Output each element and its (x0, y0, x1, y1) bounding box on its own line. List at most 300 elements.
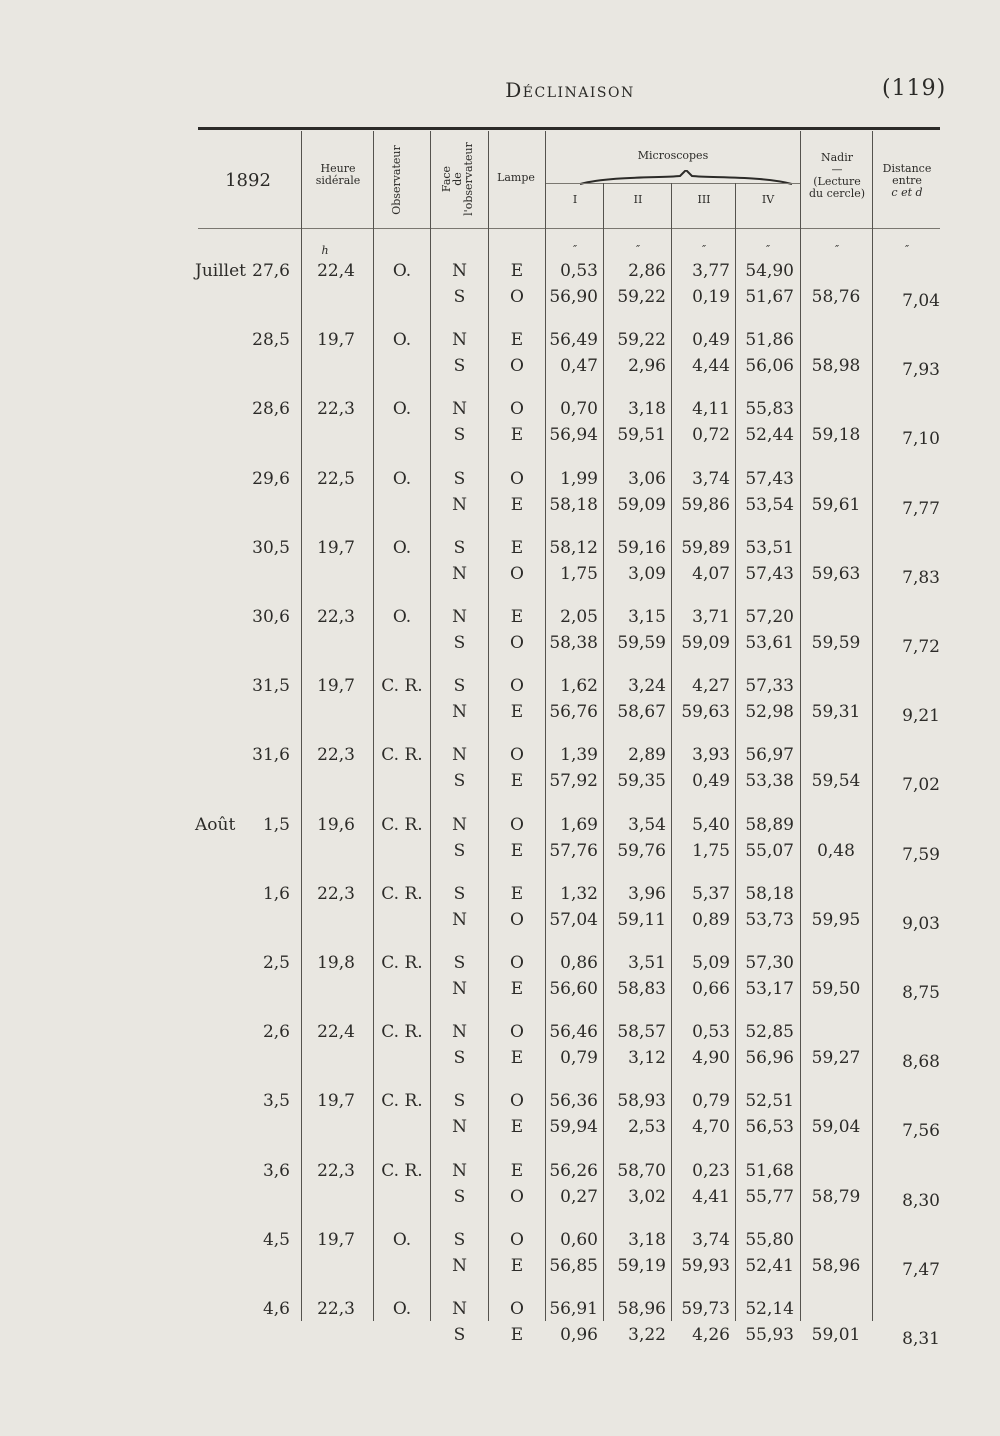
distance-cell: 8,75 (902, 983, 940, 1003)
micro-ii-cell: 58,57 (617, 1022, 666, 1042)
micro-ii-cell: 3,12 (628, 1048, 666, 1068)
face-cell: S (453, 425, 466, 445)
micro-iv-cell: 57,20 (745, 607, 794, 627)
micro-ii-cell: 2,53 (628, 1117, 666, 1137)
header-nadir (802, 152, 872, 200)
micro-iv-cell: 53,54 (745, 495, 794, 515)
header-distance-line2: entre (892, 174, 922, 187)
face-cell: N (452, 745, 467, 765)
face-cell: N (452, 1022, 467, 1042)
nadir-cell: 58,76 (811, 287, 861, 307)
micro-i-cell: 56,94 (549, 425, 598, 445)
micro-ii-cell: 58,83 (617, 979, 666, 999)
nadir-cell: 59,61 (811, 495, 861, 515)
header-face-line1: Face (440, 165, 453, 193)
micro-i-cell: 56,49 (549, 330, 598, 350)
micro-ii-cell: 59,51 (617, 425, 666, 445)
face-cell: S (453, 1187, 466, 1207)
lampe-cell: E (510, 884, 524, 904)
micro-iii-cell: 3,74 (692, 469, 730, 489)
micro-ii-cell: 59,09 (617, 495, 666, 515)
micro-ii-cell: 3,54 (628, 815, 666, 835)
lampe-cell: E (510, 1256, 524, 1276)
micro-iii-cell: 59,86 (681, 495, 730, 515)
header-distance-line3: c et d (891, 186, 923, 199)
face-cell: S (453, 633, 466, 653)
distance-cell: 7,59 (902, 845, 940, 865)
date-cell: 2,5 (262, 953, 290, 973)
nadir-cell: 59,50 (811, 979, 861, 999)
micro-ii-cell: 58,93 (617, 1091, 666, 1111)
unit-distance: ″ (904, 243, 910, 256)
micro-iii-cell: 0,79 (692, 1091, 730, 1111)
micro-iv-cell: 56,53 (745, 1117, 794, 1137)
observateur-cell: O. (392, 330, 412, 350)
micro-iv-cell: 57,43 (745, 564, 794, 584)
face-cell: N (452, 1299, 467, 1319)
micro-iv-cell: 53,51 (745, 538, 794, 558)
nadir-cell: 59,27 (811, 1048, 861, 1068)
column-rule (800, 131, 801, 1321)
micro-ii-cell: 3,06 (628, 469, 666, 489)
micro-iii-cell: 4,07 (692, 564, 730, 584)
micro-i-cell: 0,70 (560, 399, 598, 419)
micro-iii-cell: 0,89 (692, 910, 730, 930)
micro-iv-cell: 53,17 (745, 979, 794, 999)
micro-i-cell: 56,26 (549, 1161, 598, 1181)
lampe-cell: O (510, 1299, 524, 1319)
date-cell: 31,5 (252, 676, 290, 696)
micro-i-cell: 56,36 (549, 1091, 598, 1111)
heure-cell: 19,6 (317, 815, 355, 835)
date-cell: 1,5 (262, 815, 290, 835)
lampe-cell: O (510, 1230, 524, 1250)
heure-cell: 22,3 (317, 607, 355, 627)
lampe-cell: O (510, 356, 524, 376)
header-heure-line2: sidérale (315, 174, 361, 187)
micro-i-cell: 1,75 (560, 564, 598, 584)
nadir-cell: 59,18 (811, 425, 861, 445)
face-cell: S (453, 953, 466, 973)
micro-ii-cell: 3,24 (628, 676, 666, 696)
date-cell: 30,6 (252, 607, 290, 627)
header-bottom-rule (198, 228, 940, 229)
micro-iv-cell: 54,90 (745, 261, 794, 281)
lampe-cell: E (510, 1325, 524, 1345)
lampe-cell: O (510, 633, 524, 653)
face-cell: S (453, 538, 466, 558)
observateur-cell: C. R. (381, 1161, 423, 1181)
nadir-cell: 59,04 (811, 1117, 861, 1137)
micro-iii-cell: 5,37 (692, 884, 730, 904)
micro-iv-cell: 52,98 (745, 702, 794, 722)
lampe-cell: E (510, 330, 524, 350)
micro-ii-cell: 59,35 (617, 771, 666, 791)
lampe-cell: E (510, 425, 524, 445)
micro-ii-cell: 59,11 (617, 910, 666, 930)
micro-iii-cell: 4,70 (692, 1117, 730, 1137)
micro-iii-cell: 1,75 (692, 841, 730, 861)
heure-cell: 19,7 (317, 330, 355, 350)
observateur-cell: O. (392, 1299, 412, 1319)
micro-iii-cell: 59,93 (681, 1256, 730, 1276)
distance-cell: 7,04 (902, 291, 940, 311)
micro-i-cell: 56,60 (549, 979, 598, 999)
face-cell: S (453, 1048, 466, 1068)
micro-iv-cell: 53,61 (745, 633, 794, 653)
micro-ii-cell: 3,18 (628, 399, 666, 419)
heure-cell: 19,7 (317, 1230, 355, 1250)
micro-ii-cell: 59,22 (617, 330, 666, 350)
face-cell: S (453, 771, 466, 791)
header-microscopes: Microscopes (637, 149, 709, 162)
micro-i-cell: 0,79 (560, 1048, 598, 1068)
observateur-cell: C. R. (381, 745, 423, 765)
lampe-cell: O (510, 287, 524, 307)
micro-iii-cell: 4,90 (692, 1048, 730, 1068)
face-cell: S (453, 884, 466, 904)
micro-ii-cell: 59,76 (617, 841, 666, 861)
heure-cell: 22,3 (317, 884, 355, 904)
distance-cell: 7,83 (902, 568, 940, 588)
date-cell: 2,6 (262, 1022, 290, 1042)
header-nadir-line3: du cercle) (808, 187, 866, 200)
lampe-cell: E (510, 702, 524, 722)
distance-cell: 9,03 (902, 914, 940, 934)
distance-cell: 7,56 (902, 1121, 940, 1141)
header-micro-iv: IV (761, 193, 775, 206)
heure-cell: 19,7 (317, 676, 355, 696)
micro-iii-cell: 4,26 (692, 1325, 730, 1345)
unit-micro-iii: ″ (701, 243, 707, 256)
lampe-cell: E (510, 607, 524, 627)
date-cell: 1,6 (262, 884, 290, 904)
micro-ii-cell: 58,70 (617, 1161, 666, 1181)
distance-cell: 8,31 (902, 1329, 940, 1349)
micro-i-cell: 1,99 (560, 469, 598, 489)
header-heure-line1: Heure (320, 162, 356, 175)
nadir-cell: 58,79 (811, 1187, 861, 1207)
header-distance (874, 163, 940, 199)
micro-ii-cell: 2,86 (628, 261, 666, 281)
unit-micro-iv: ″ (765, 243, 771, 256)
lampe-cell: O (510, 676, 524, 696)
micro-i-cell: 56,90 (549, 287, 598, 307)
micro-ii-cell: 3,18 (628, 1230, 666, 1250)
header-nadir-line2: (Lecture (813, 175, 861, 188)
face-cell: N (452, 607, 467, 627)
micro-iv-cell: 52,41 (745, 1256, 794, 1276)
micro-iii-cell: 3,93 (692, 745, 730, 765)
lampe-cell: E (510, 261, 524, 281)
micro-iii-cell: 0,19 (692, 287, 730, 307)
micro-iii-cell: 59,89 (681, 538, 730, 558)
micro-iv-cell: 52,44 (745, 425, 794, 445)
date-cell: 27,6 (252, 261, 290, 281)
nadir-cell: 58,98 (811, 356, 861, 376)
micro-iii-cell: 0,49 (692, 771, 730, 791)
micro-iii-cell: 3,74 (692, 1230, 730, 1250)
micro-ii-cell: 3,15 (628, 607, 666, 627)
header-face (441, 134, 479, 224)
lampe-cell: E (510, 495, 524, 515)
face-cell: S (453, 1325, 466, 1345)
micro-iii-cell: 4,44 (692, 356, 730, 376)
top-rule (198, 127, 940, 130)
lampe-cell: E (510, 538, 524, 558)
column-rule (545, 131, 546, 1321)
micro-i-cell: 1,39 (560, 745, 598, 765)
column-rule (301, 131, 302, 1321)
heure-cell: 22,4 (317, 1022, 355, 1042)
micro-ii-cell: 3,09 (628, 564, 666, 584)
micro-iv-cell: 57,33 (745, 676, 794, 696)
micro-ii-cell: 3,02 (628, 1187, 666, 1207)
face-cell: S (453, 1091, 466, 1111)
micro-iii-cell: 3,77 (692, 261, 730, 281)
face-cell: N (452, 495, 467, 515)
observateur-cell: C. R. (381, 1091, 423, 1111)
micro-iii-cell: 4,27 (692, 676, 730, 696)
date-cell: 4,6 (262, 1299, 290, 1319)
unit-micro-i: ″ (572, 243, 578, 256)
column-rule (430, 131, 431, 1321)
header-observateur: Observateur (390, 145, 403, 215)
micro-iv-cell: 51,67 (745, 287, 794, 307)
header-nadir-line1: Nadir (820, 151, 853, 164)
header-year: 1892 (225, 170, 271, 191)
micro-iii-cell: 59,09 (681, 633, 730, 653)
micro-ii-cell: 2,96 (628, 356, 666, 376)
micro-iii-cell: 59,63 (681, 702, 730, 722)
observateur-cell: O. (392, 399, 412, 419)
micro-iv-cell: 55,07 (745, 841, 794, 861)
micro-i-cell: 0,96 (560, 1325, 598, 1345)
face-cell: S (453, 287, 466, 307)
distance-cell: 7,02 (902, 775, 940, 795)
observateur-cell: C. R. (381, 676, 423, 696)
micro-ii-cell: 59,59 (617, 633, 666, 653)
unit-micro-ii: ″ (635, 243, 641, 256)
micro-iv-cell: 57,43 (745, 469, 794, 489)
micro-iii-cell: 4,41 (692, 1187, 730, 1207)
date-cell: 3,5 (262, 1091, 290, 1111)
micro-iv-cell: 55,93 (745, 1325, 794, 1345)
micro-ii-cell: 2,89 (628, 745, 666, 765)
lampe-cell: O (510, 815, 524, 835)
micro-iv-cell: 55,80 (745, 1230, 794, 1250)
micro-ii-cell: 3,22 (628, 1325, 666, 1345)
header-lampe: Lampe (497, 171, 535, 184)
face-cell: S (453, 841, 466, 861)
micro-iv-cell: 53,38 (745, 771, 794, 791)
micro-i-cell: 58,38 (549, 633, 598, 653)
heure-cell: 19,7 (317, 538, 355, 558)
distance-cell: 9,21 (902, 706, 940, 726)
heure-cell: 19,8 (317, 953, 355, 973)
micro-i-cell: 1,69 (560, 815, 598, 835)
face-cell: N (452, 702, 467, 722)
header-nadir-dash: — (831, 163, 843, 176)
lampe-cell: O (510, 469, 524, 489)
micro-i-cell: 58,12 (549, 538, 598, 558)
distance-cell: 8,68 (902, 1052, 940, 1072)
column-rule (872, 131, 873, 1321)
micro-i-cell: 57,92 (549, 771, 598, 791)
micro-iii-cell: 4,11 (692, 399, 730, 419)
micro-header-rule (546, 183, 800, 184)
micro-iv-cell: 52,14 (745, 1299, 794, 1319)
micro-iv-cell: 56,96 (745, 1048, 794, 1068)
header-heure (304, 163, 372, 187)
page-title: Déclinaison (505, 78, 635, 102)
date-cell: 4,5 (262, 1230, 290, 1250)
micro-iii-cell: 0,66 (692, 979, 730, 999)
micro-iv-cell: 56,97 (745, 745, 794, 765)
micro-ii-cell: 3,96 (628, 884, 666, 904)
micro-iii-cell: 59,73 (681, 1299, 730, 1319)
date-cell: 30,5 (252, 538, 290, 558)
micro-ii-cell: 59,22 (617, 287, 666, 307)
micro-i-cell: 0,47 (560, 356, 598, 376)
micro-i-cell: 59,94 (549, 1117, 598, 1137)
lampe-cell: O (510, 1022, 524, 1042)
micro-iii-cell: 5,40 (692, 815, 730, 835)
page-number: (119) (882, 76, 947, 101)
nadir-cell: 59,31 (811, 702, 861, 722)
header-micro-ii: II (633, 193, 643, 206)
lampe-cell: E (510, 771, 524, 791)
micro-ii-cell: 58,67 (617, 702, 666, 722)
micro-iv-cell: 53,73 (745, 910, 794, 930)
observateur-cell: C. R. (381, 884, 423, 904)
heure-cell: 22,4 (317, 261, 355, 281)
observateur-cell: O. (392, 261, 412, 281)
distance-cell: 7,10 (902, 429, 940, 449)
observateur-cell: O. (392, 607, 412, 627)
micro-iii-cell: 5,09 (692, 953, 730, 973)
lampe-cell: E (510, 1161, 524, 1181)
face-cell: N (452, 1256, 467, 1276)
nadir-cell: 59,54 (811, 771, 861, 791)
micro-iv-cell: 56,06 (745, 356, 794, 376)
header-face-line3: l'observateur (462, 142, 475, 216)
distance-cell: 7,93 (902, 360, 940, 380)
observateur-cell: O. (392, 1230, 412, 1250)
micro-i-cell: 56,91 (549, 1299, 598, 1319)
heure-cell: 19,7 (317, 1091, 355, 1111)
micro-i-cell: 57,04 (549, 910, 598, 930)
micro-i-cell: 0,60 (560, 1230, 598, 1250)
micro-i-cell: 58,18 (549, 495, 598, 515)
micro-ii-cell: 3,51 (628, 953, 666, 973)
lampe-cell: O (510, 564, 524, 584)
micro-i-cell: 57,76 (549, 841, 598, 861)
micro-iv-cell: 58,89 (745, 815, 794, 835)
face-cell: N (452, 910, 467, 930)
observateur-cell: C. R. (381, 953, 423, 973)
heure-cell: 22,3 (317, 1161, 355, 1181)
lampe-cell: E (510, 979, 524, 999)
micro-iv-cell: 52,85 (745, 1022, 794, 1042)
micro-i-cell: 2,05 (560, 607, 598, 627)
lampe-cell: O (510, 1091, 524, 1111)
nadir-cell: 58,96 (811, 1256, 861, 1276)
header-distance-line1: Distance (882, 162, 932, 175)
micro-i-cell: 56,76 (549, 702, 598, 722)
micro-ii-cell: 59,16 (617, 538, 666, 558)
unit-heure: h (321, 244, 329, 257)
distance-cell: 7,72 (902, 637, 940, 657)
column-rule (488, 131, 489, 1321)
lampe-cell: O (510, 1187, 524, 1207)
observateur-cell: O. (392, 538, 412, 558)
micro-iii-cell: 0,49 (692, 330, 730, 350)
face-cell: N (452, 330, 467, 350)
face-cell: N (452, 1161, 467, 1181)
micro-i-cell: 1,32 (560, 884, 598, 904)
face-cell: N (452, 564, 467, 584)
lampe-cell: E (510, 841, 524, 861)
distance-cell: 8,30 (902, 1191, 940, 1211)
lampe-cell: O (510, 399, 524, 419)
heure-cell: 22,3 (317, 399, 355, 419)
date-cell: 31,6 (252, 745, 290, 765)
observateur-cell: C. R. (381, 815, 423, 835)
header-micro-iii: III (697, 193, 711, 206)
heure-cell: 22,3 (317, 745, 355, 765)
month-label: Juillet (195, 261, 246, 281)
micro-iv-cell: 58,18 (745, 884, 794, 904)
heure-cell: 22,3 (317, 1299, 355, 1319)
date-cell: 28,6 (252, 399, 290, 419)
nadir-cell: 59,95 (811, 910, 861, 930)
lampe-cell: E (510, 1048, 524, 1068)
micro-iv-cell: 55,77 (745, 1187, 794, 1207)
micro-ii-cell: 59,19 (617, 1256, 666, 1276)
micro-iii-cell: 0,72 (692, 425, 730, 445)
micro-iv-cell: 51,86 (745, 330, 794, 350)
face-cell: S (453, 1230, 466, 1250)
header-micro-i: I (572, 193, 578, 206)
micro-ii-cell: 58,96 (617, 1299, 666, 1319)
micro-iv-cell: 51,68 (745, 1161, 794, 1181)
face-cell: S (453, 356, 466, 376)
micro-i-cell: 56,46 (549, 1022, 598, 1042)
micro-iii-cell: 3,71 (692, 607, 730, 627)
lampe-cell: O (510, 745, 524, 765)
distance-cell: 7,77 (902, 499, 940, 519)
observateur-cell: O. (392, 469, 412, 489)
nadir-cell: 59,01 (811, 1325, 861, 1345)
micro-i-cell: 1,62 (560, 676, 598, 696)
month-label: Août (195, 815, 236, 835)
face-cell: N (452, 1117, 467, 1137)
column-rule (373, 131, 374, 1321)
micro-i-cell: 0,53 (560, 261, 598, 281)
face-cell: N (452, 261, 467, 281)
heure-cell: 22,5 (317, 469, 355, 489)
date-cell: 29,6 (252, 469, 290, 489)
micro-iii-cell: 0,53 (692, 1022, 730, 1042)
micro-iv-cell: 57,30 (745, 953, 794, 973)
lampe-cell: O (510, 953, 524, 973)
lampe-cell: O (510, 910, 524, 930)
face-cell: N (452, 399, 467, 419)
face-cell: N (452, 815, 467, 835)
micro-i-cell: 56,85 (549, 1256, 598, 1276)
micro-iii-cell: 0,23 (692, 1161, 730, 1181)
